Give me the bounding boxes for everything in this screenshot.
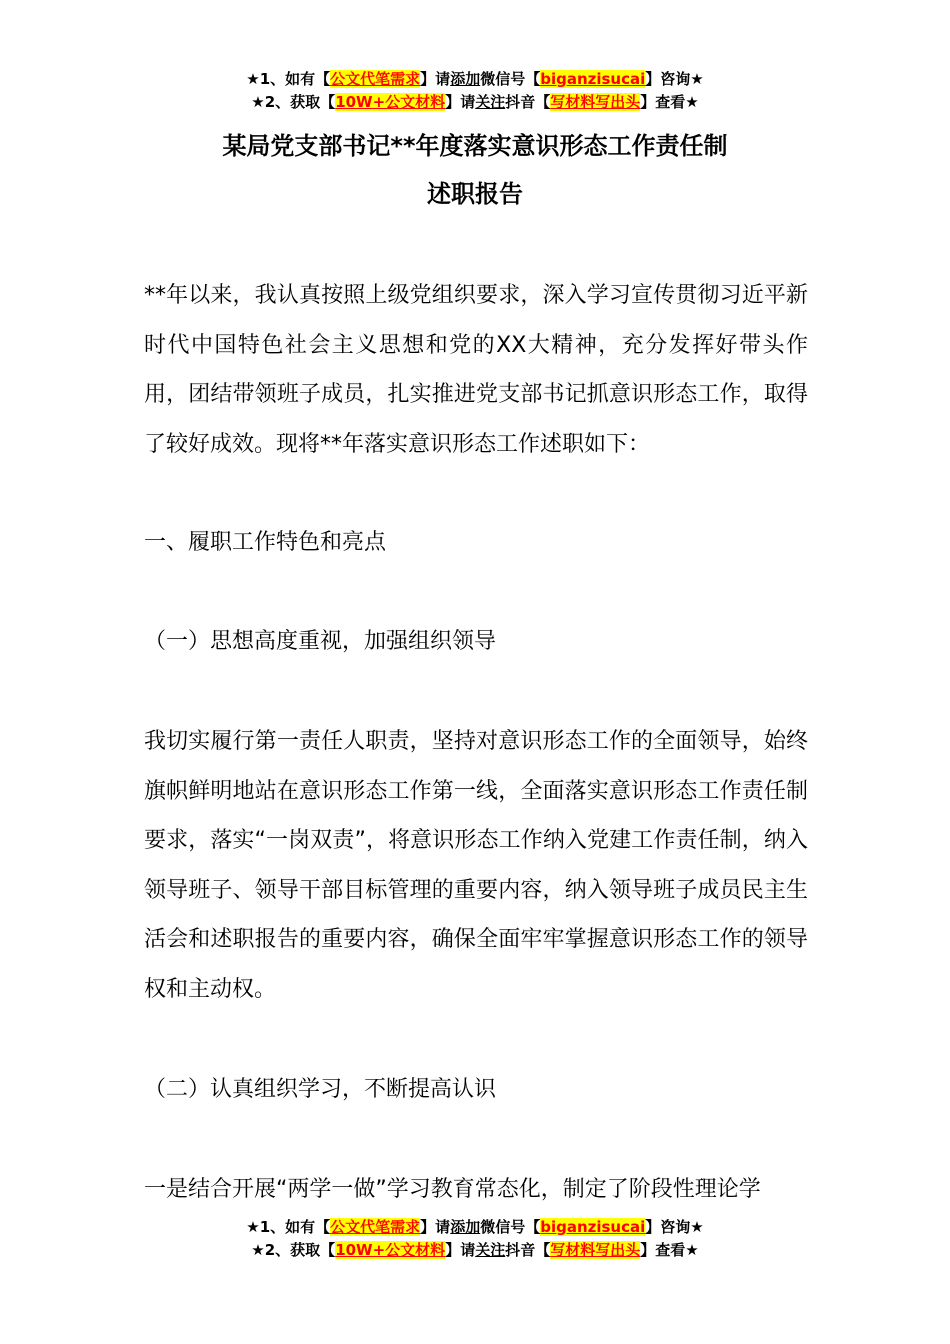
highlight-materials: 10W+公文材料 bbox=[335, 93, 446, 111]
document-title-line-2: 述职报告 bbox=[427, 180, 523, 208]
highlight-wechat-id: biganzisucai bbox=[540, 70, 646, 88]
highlight-douyin-account: 写材料写出头 bbox=[550, 1241, 641, 1259]
subsection-heading-2: （二）认真组织学习，不断提高认识 bbox=[144, 1077, 497, 1102]
intro-paragraph: **年以来，我认真按照上级党组织要求，深入学习宣传贯彻习近平新时代中国特色社会主义思想和党的XX大精神，充分发挥好带头作用，团结带领班子成员，扎实推进党支部书记抓意识形态工作，取得了较好成效。现将**年落实意识形态工作述职如下： bbox=[144, 283, 808, 457]
banner-line-2: ★2、获取【10W+公文材料】请关注抖音【写材料写出头】查看★ bbox=[251, 1241, 699, 1259]
top-banner bbox=[0, 68, 950, 114]
section-heading-1: 一、履职工作特色和亮点 bbox=[144, 530, 387, 555]
banner-line-1: ★1、如有【公文代笔需求】请添加微信号【biganzisucai】咨询★ bbox=[246, 1218, 704, 1236]
highlight-douyin-account: 写材料写出头 bbox=[550, 93, 641, 111]
body-paragraph-1: 我切实履行第一责任人职责，坚持对意识形态工作的全面领导，始终旗帜鲜明地站在意识形态工作第一线，全面落实意识形态工作责任制要求，落实“一岗双责”，将意识形态工作纳入党建工作责任制，纳入领导班子、领导干部目标管理的重要内容，纳入领导班子成员民主生活会和述职报告的重要内容，确保全面牢牢掌握意识形态工作的领导权和主动权。 bbox=[144, 729, 808, 1002]
highlight-wechat-id: biganzisucai bbox=[540, 1218, 646, 1236]
bottom-banner bbox=[0, 1216, 950, 1262]
highlight-service: 公文代笔需求 bbox=[330, 1218, 421, 1236]
banner-line-1: ★1、如有【公文代笔需求】请添加微信号【biganzisucai】咨询★ bbox=[246, 70, 704, 88]
highlight-service: 公文代笔需求 bbox=[330, 70, 421, 88]
document-title-line-1: 某局党支部书记**年度落实意识形态工作责任制 bbox=[222, 132, 728, 160]
body-paragraph-2-start: 一是结合开展“两学一做”学习教育常态化，制定了阶段性理论学 bbox=[144, 1177, 761, 1202]
subsection-heading-1: （一）思想高度重视，加强组织领导 bbox=[144, 629, 497, 654]
highlight-materials: 10W+公文材料 bbox=[335, 1241, 446, 1259]
banner-line-2: ★2、获取【10W+公文材料】请关注抖音【写材料写出头】查看★ bbox=[251, 93, 699, 111]
